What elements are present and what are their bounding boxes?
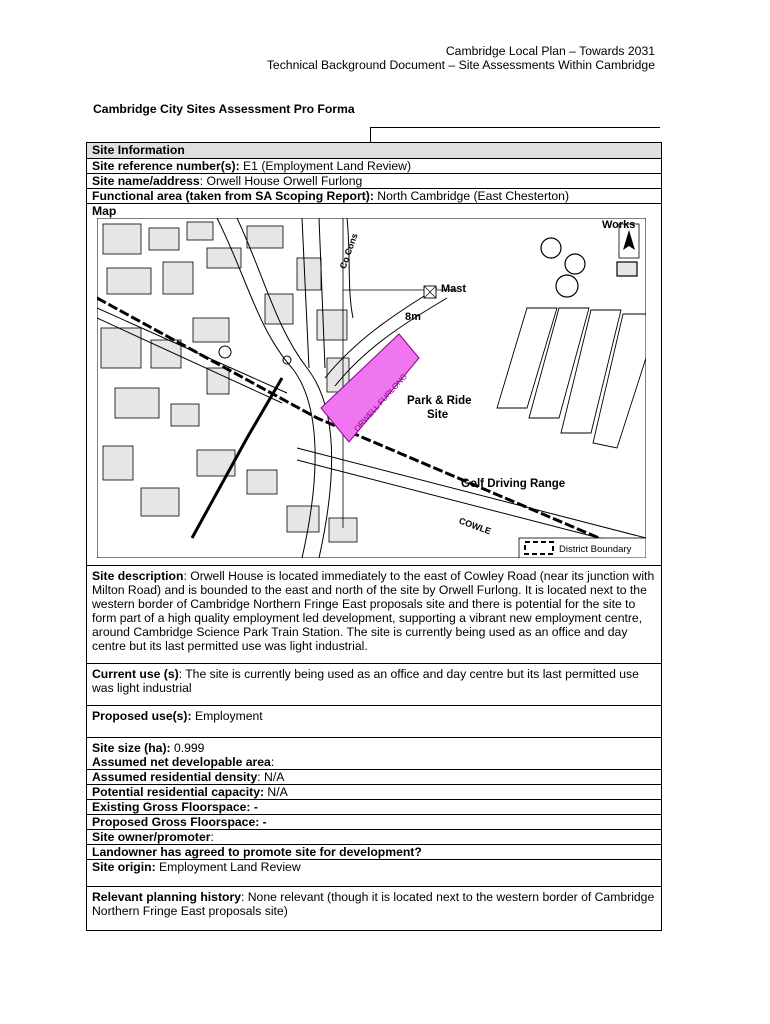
map-label-road-2: COWLE [457, 515, 493, 537]
map-legend [519, 538, 646, 558]
map-label-mast: Mast [441, 283, 467, 295]
current-use-text: : The site is currently being used as an office and day centre but its last permitted use was light industrial [92, 667, 639, 695]
residential-capacity-label: Potential residential capacity: [92, 785, 265, 799]
site-name-label: Site name/address [92, 174, 200, 188]
site-name-row [87, 174, 661, 189]
site-owner-row [87, 830, 661, 845]
planning-history-row [87, 887, 661, 930]
mast-icon [424, 286, 436, 298]
residential-density-label: Assumed residential density [92, 770, 258, 784]
planning-history-label: Relevant planning history [92, 890, 241, 904]
site-origin-value: Employment Land Review [155, 860, 301, 874]
header-line-2: Technical Background Document – Site Assessments Within Cambridge [266, 58, 655, 72]
site-origin-row [87, 860, 661, 887]
site-owner-value: : [210, 830, 214, 844]
site-description-label: Site description [92, 569, 184, 583]
map-label-road-1: Co Cons [337, 231, 360, 271]
map-row [87, 204, 661, 566]
functional-area-row [87, 189, 661, 204]
map-label-site: ORWELL FURLONG [352, 371, 409, 434]
functional-area-label: Functional area (taken from SA Scoping Report): [92, 189, 374, 203]
site-owner-label: Site owner/promoter [92, 830, 211, 844]
site-size-label: Site size (ha): [92, 741, 171, 755]
site-reference-label: Site reference number(s): [92, 159, 240, 173]
residential-density-value: : N/A [257, 770, 285, 784]
planning-history-text: : None relevant (though it is located next to the western border of Cambridge Northern Fringe East proposals site) [92, 890, 655, 918]
current-use-row [87, 664, 661, 706]
site-description-text: : Orwell House is located immediately to the east of Cowley Road (near its junction with Milton Road) and is bounded to the east and north of the site by Orwell Furlong. It is located next to the western border of Cambridge Northern Fringe East proposals site and there is potential for the site to form part of a high quality employment led development, supporting a vibrant new employment centre, around Cambridge Science Park Train Station. The site is currently being used as an office and day centre but its last permitted use was light industrial. [92, 569, 655, 653]
net-area-value: : [270, 755, 275, 769]
map-label-height: 8m [405, 311, 421, 323]
map-legend-label: District Boundary [559, 544, 632, 555]
site-description-row [87, 566, 661, 664]
map-label-golf: Golf Driving Range [461, 478, 566, 490]
site-size-value: 0.999 [170, 741, 205, 755]
proposed-use-label: Proposed use(s): [92, 709, 192, 723]
header-line-1: Cambridge Local Plan – Towards 2031 [445, 44, 655, 58]
proposed-use-row [87, 706, 661, 738]
residential-capacity-value: N/A [264, 785, 288, 799]
existing-floorspace-row [87, 800, 661, 815]
map-label-park-ride-1: Park & Ride [407, 395, 472, 407]
proposed-use-text: Employment [191, 709, 263, 723]
landowner-label: Landowner has agreed to promote site for development? [92, 845, 422, 859]
site-origin-label: Site origin: [92, 860, 156, 874]
net-area-label: Assumed net developable area [92, 755, 271, 769]
residential-capacity-row [87, 785, 661, 800]
site-size-row [87, 738, 661, 770]
landowner-row [87, 845, 661, 860]
map-label-works: Works [602, 219, 636, 231]
map-label: Map [92, 204, 117, 218]
site-map [97, 218, 646, 558]
proposed-floorspace-label: Proposed Gross Floorspace: - [92, 815, 267, 829]
site-reference-value: E1 (Employment Land Review) [239, 159, 412, 173]
site-assessment-table [86, 142, 662, 931]
current-use-label: Current use (s) [92, 667, 179, 681]
residential-density-row [87, 770, 661, 785]
title-box-border [370, 127, 660, 142]
map-label-park-ride-2: Site [427, 409, 449, 421]
site-name-value: : Orwell House Orwell Furlong [199, 174, 363, 188]
site-reference-row [87, 159, 661, 174]
proposed-floorspace-row [87, 815, 661, 830]
existing-floorspace-label: Existing Gross Floorspace: - [92, 800, 258, 814]
functional-area-value: North Cambridge (East Chesterton) [373, 189, 569, 203]
form-title: Cambridge City Sites Assessment Pro Forma [93, 102, 355, 116]
site-information-heading: Site Information [87, 143, 661, 159]
